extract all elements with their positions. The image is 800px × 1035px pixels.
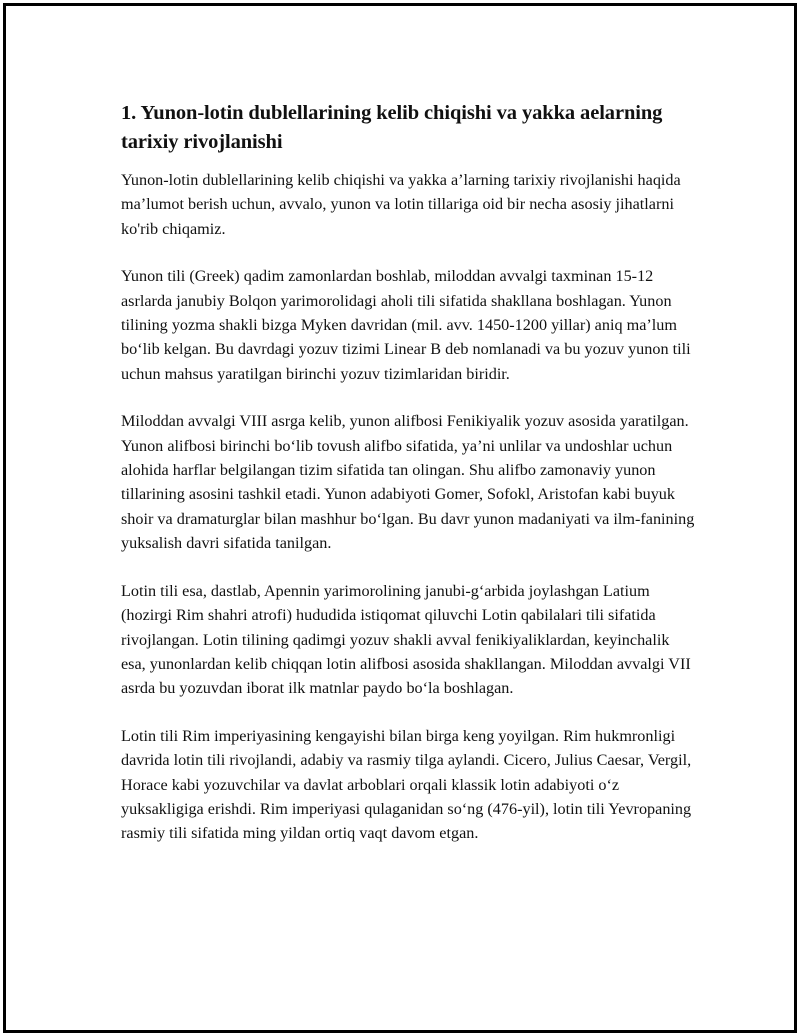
paragraph-greek-origin: Yunon tili (Greek) qadim zamonlardan boshlab, miloddan avvalgi taxminan 15-12 asrlarda janubiy Bolqon yarimorolidagi aholi tili sifatida shakllana boshlagan. Yunon tilining yozma shakli bizga Myken davridan (mil. avv. 1450-1200 yillar) aniq ma’lum bo‘lib kelgan. Bu davrdagi yozuv tizimi Linear B deb nomlanadi va bu yozuv yunon tili uchun mahsus yaratilgan birinchi yozuv tizimlaridan biridir.: [121, 267, 691, 383]
paragraph-greek-alphabet: Miloddan avvalgi VIII asrga kelib, yunon alifbosi Fenikiyalik yozuv asosida yaratilgan. Yunon alifbosi birinchi bo‘lib tovush alifbo sifatida, ya’ni unlilar va undoshlar uchun alohida harflar belgilangan tizim sifatida tan olingan. Shu alifbo zamonaviy yunon tillarining asosini tashkil etadi. Yunon adabiyoti Gomer, Sofokl, Aristofan kabi buyuk shoir va dramaturglar bilan mashhur bo‘lgan. Bu davr yunon madaniyati va ilm-fanining yuksalish davri sifatida tanilgan.: [121, 412, 695, 553]
paragraph-latin-empire: Lotin tili Rim imperiyasining kengayishi bilan birga keng yoyilgan. Rim hukmronligi davrida lotin tili rivojlandi, adabiy va rasmiy tilga aylandi. Cicero, Julius Caesar, Vergil, Horace kabi yozuvchilar va davlat arboblari orqali klassik lotin adabiyoti o‘z yuksakligiga erishdi. Rim imperiyasi qulaganidan so‘ng (476-yil), lotin tili Yevropaning rasmiy tili sifatida ming yildan ortiq vaqt davom etgan.: [121, 726, 692, 843]
document-body: [121, 99, 696, 869]
document-page: [3, 3, 797, 1033]
paragraph-intro: Yunon-lotin dublellarining kelib chiqishi va yakka a’larning tarixiy rivojlanishi haqida ma’lumot berish uchun, avvalo, yunon va lotin tillariga oid bir necha asosiy jihatlarni ko'rib chiqamiz.: [121, 171, 681, 238]
paragraph-latin-origin: Lotin tili esa, dastlab, Apennin yarimorolining janubi-g‘arbida joylashgan Latium (hozirgi Rim shahri atrofi) hududida istiqomat qiluvchi Lotin qabilalari tili sifatida rivojlangan. Lotin tilining qadimgi yozuv shakli avval fenikiyaliklardan, keyinchalik esa, yunonlardan kelib chiqqan lotin alifbosi asosida shakllangan. Miloddan avvalgi VII asrda bu yozuvdan iborat ilk matnlar paydo bo‘la boshlagan.: [121, 581, 691, 698]
section-heading: 1. Yunon-lotin dublellarining kelib chiqishi va yakka aelarning tarixiy rivojlanishi: [121, 102, 663, 153]
